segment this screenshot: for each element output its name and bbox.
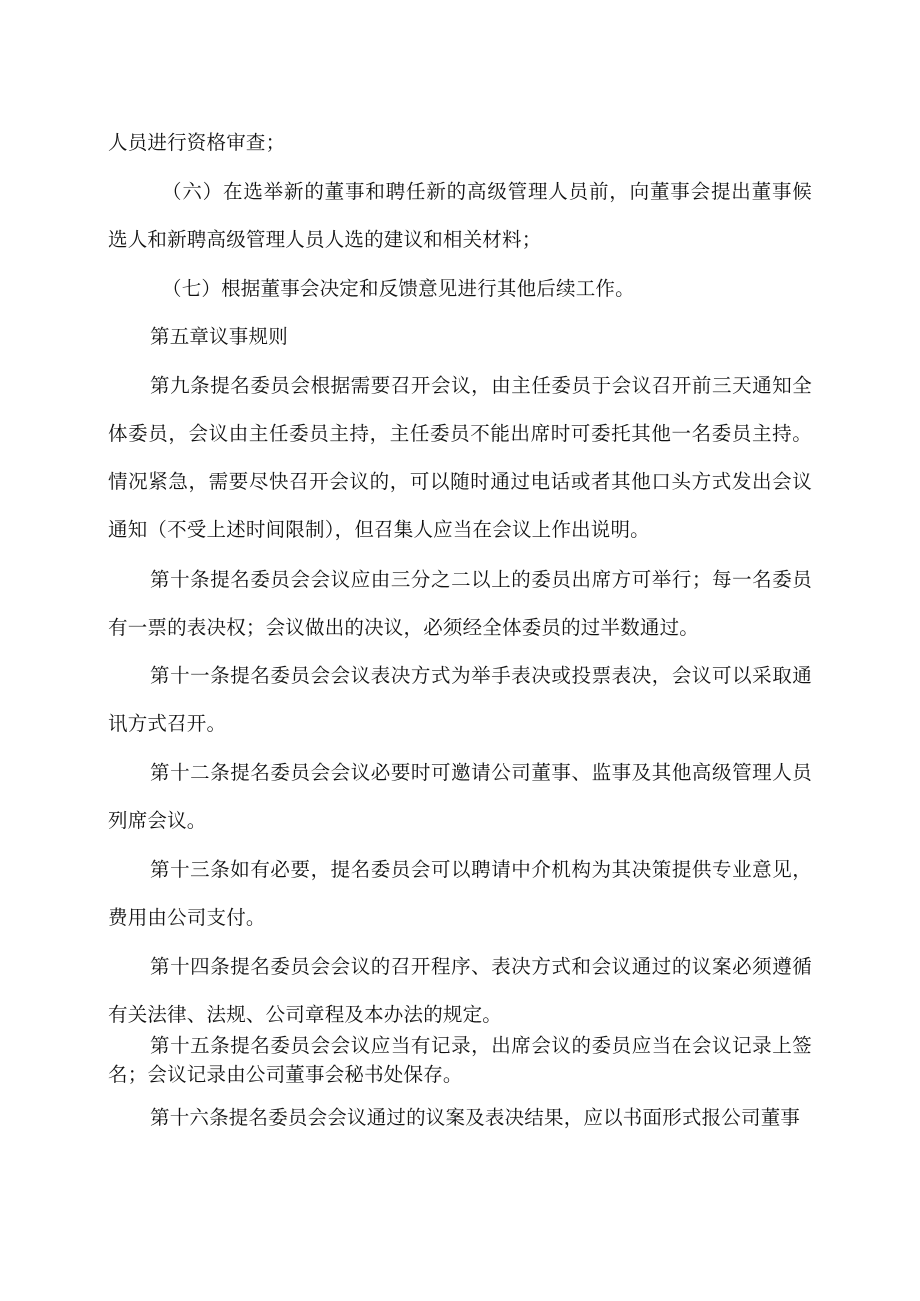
paragraph-article-15: 第十五条提名委员会会议应当有记录，出席会议的委员应当在会议记录上签名；会议记录由公司董事会秘书处保存。 [108,1034,812,1086]
paragraph-article-13: 第十三条如有必要，提名委员会可以聘请中介机构为其决策提供专业意见，费用由公司支付。 [108,858,812,929]
paragraph-article-11: 第十一条提名委员会会议表决方式为举手表决或投票表决，会议可以采取通讯方式召开。 [108,664,812,735]
paragraph-article-12: 第十二条提名委员会会议必要时可邀请公司董事、监事及其他高级管理人员列席会议。 [108,761,812,832]
paragraph-item-six: （六）在选举新的董事和聘任新的高级管理人员前，向董事会提出董事候选人和新聘高级管理人员人选的建议和相关材料； [108,180,812,251]
paragraph-article-9: 第九条提名委员会根据需要召开会议，由主任委员于会议召开前三天通知全体委员，会议由主任委员主持，主任委员不能出席时可委托其他一名委员主持。情况紧急，需要尽快召开会议的，可以随时通过电话或者其他口头方式发出会议通知（不受上述时间限制），但召集人应当在会议上作出说明。 [108,374,812,541]
paragraph-qualification-review: 人员进行资格审查； [108,131,286,154]
paragraph-article-10: 第十条提名委员会会议应由三分之二以上的委员出席方可举行；每一名委员有一票的表决权；会议做出的决议，必须经全体委员的过半数通过。 [108,568,812,639]
chapter-heading: 第五章议事规则 [150,325,288,348]
paragraph-item-seven: （七）根据董事会决定和反馈意见进行其他后续工作。 [162,277,635,300]
paragraph-article-14: 第十四条提名委员会会议的召开程序、表决方式和会议通过的议案必须遵循有关法律、法规、公司章程及本办法的规定。 [108,955,812,1026]
paragraph-article-16: 第十六条提名委员会会议通过的议案及表决结果，应以书面形式报公司董事 [150,1106,801,1129]
